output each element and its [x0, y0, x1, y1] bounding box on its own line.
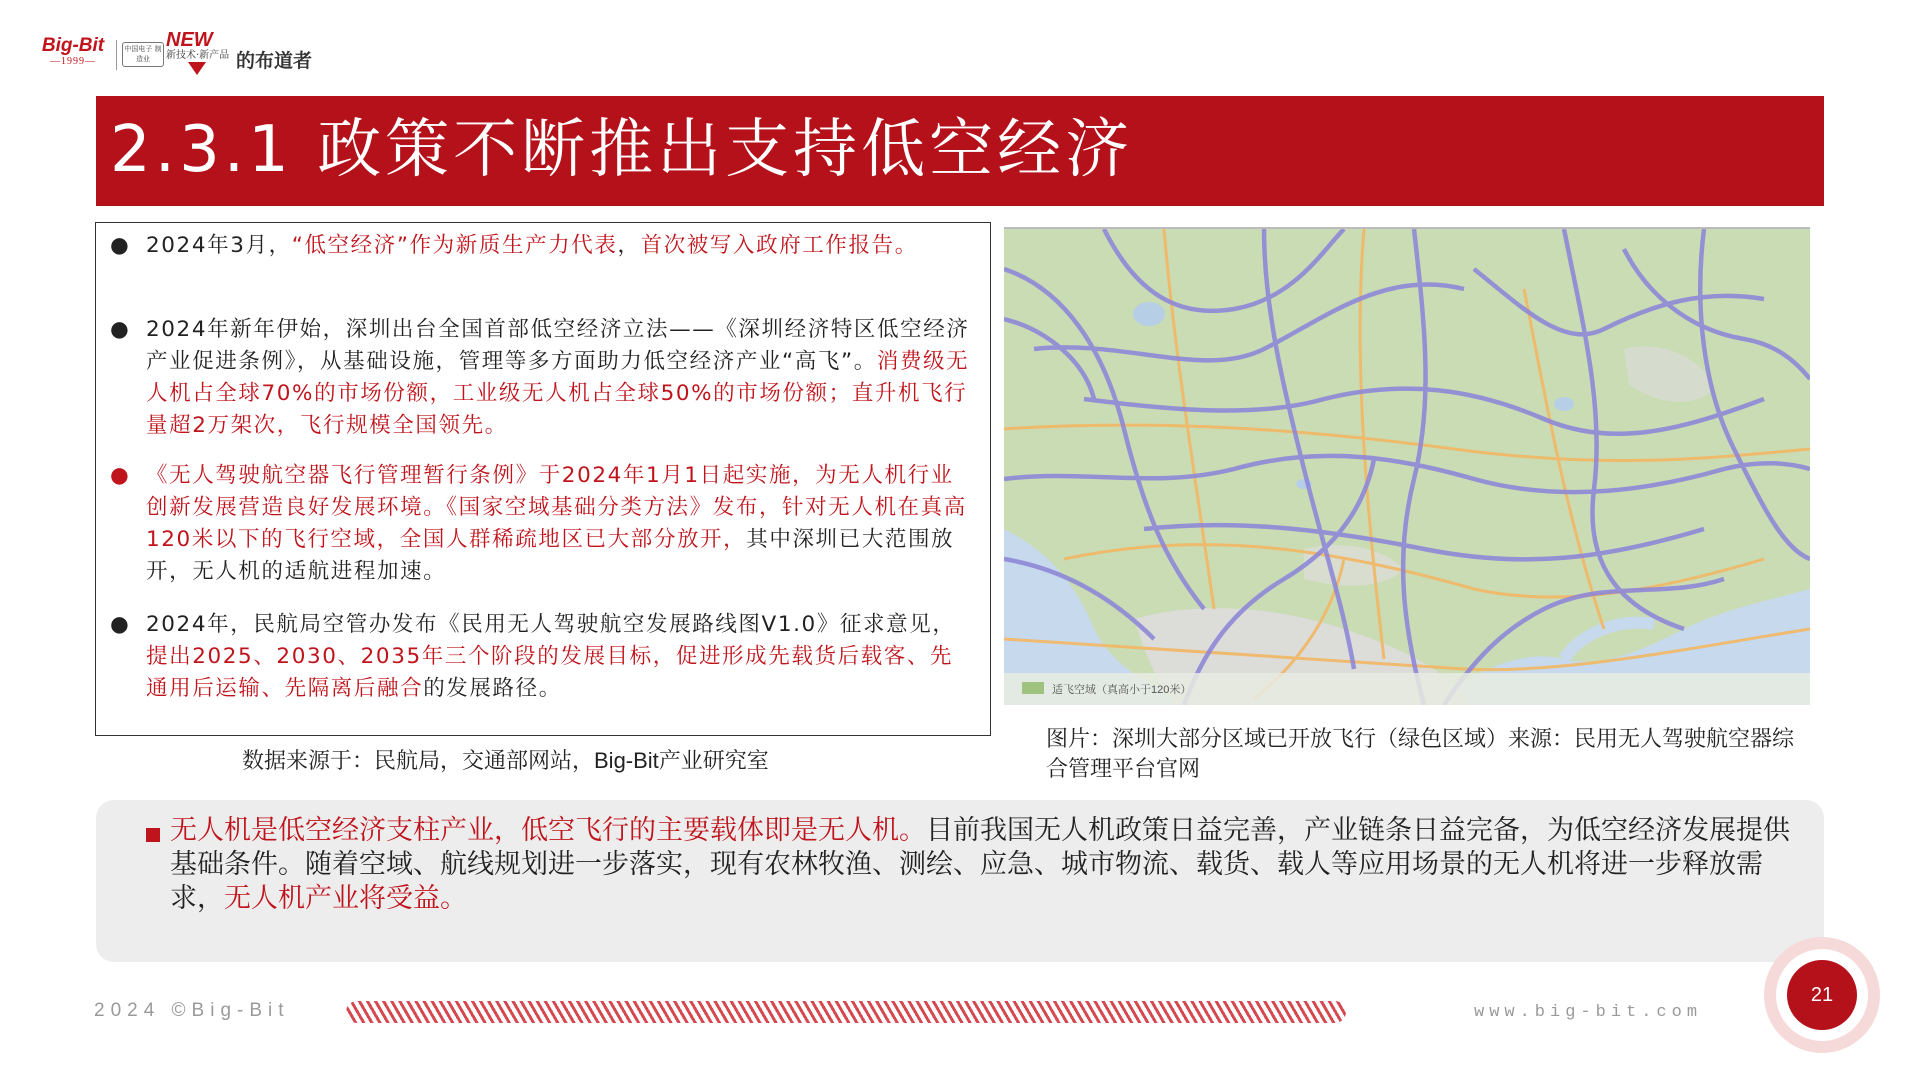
map-legend-label: 适飞空域（真高小于120米）	[1052, 684, 1192, 696]
new-logo	[166, 30, 234, 78]
bullet-segment: 2024年新年伊始，深圳出台全国首部低空经济立法——《深圳经济特区低空经济产业促进条例》，从基础设施，管理等多方面助力低空经济产业“高飞”。	[146, 317, 970, 374]
map-caption: 图片：深圳大部分区域已开放飞行（绿色区域）来源：民用无人驾驶航空器综合管理平台官网	[1046, 726, 1795, 781]
bigbit-logo	[34, 36, 112, 68]
data-source-note: 数据来源于：民航局，交通部网站，Big-Bit产业研究室	[242, 748, 769, 773]
policy-bullet	[110, 460, 972, 588]
bullet-text	[146, 609, 972, 705]
summary-segment: 无人机产业将受益。	[224, 883, 467, 914]
bullet-segment: 2024年3月，	[146, 233, 292, 258]
summary-box	[96, 800, 1824, 962]
policy-bullet	[110, 609, 972, 705]
square-bullet-icon	[146, 828, 160, 842]
logo-org-badge: 中国电子 制造业	[122, 42, 164, 67]
policy-bullet	[110, 314, 972, 442]
bullet-segment: ，	[617, 233, 641, 258]
bullet-segment: 2024年，民航局空管办发布《民用无人驾驶航空发展路线图V1.0》征求意见，	[146, 612, 956, 637]
policy-bullet	[110, 230, 972, 262]
bullet-segment: 消费级无人机占全球70%的市场份额，工业级无人机占全球50%的市场份额；直升机飞行量超2万架次，飞行规模全国领先。	[146, 349, 970, 438]
bullet-segment: 首次被写入政府工作报告。	[640, 233, 918, 258]
bullet-segment: 提出2025、2030、2035年三个阶段的发展目标，促进形成先载货后载客、先通用后运输、先隔离后融合	[146, 644, 954, 701]
footer-website: www.big-bit.com	[1474, 1003, 1703, 1022]
bullet-text	[146, 314, 972, 442]
logo-new-text: NEW	[166, 29, 213, 51]
bullet-text	[146, 460, 972, 588]
bullet-dot-icon: ●	[110, 233, 131, 258]
logo-divider	[116, 40, 117, 70]
logo-slogan: 的布道者	[236, 50, 313, 72]
logo-name: Big-Bit	[41, 35, 105, 56]
map-graphic	[1004, 229, 1810, 705]
bullet-segment: “低空经济”作为新质生产力代表	[291, 233, 618, 258]
logo-new-subtitle: 新技术·新产品	[166, 50, 230, 61]
shenzhen-airspace-map	[1004, 227, 1810, 705]
summary-segment: 目前我国无人机政策日益完善，产业链条日益完备，为低空经济发展提供基础条件。随着空域、航线规划进一步落实，现有农林牧渔、测绘、应急、城市物流、载货、载人等应用场景的无人机将进一步释放需求，	[170, 815, 1790, 914]
footer-copyright: 2024 ©Big-Bit	[94, 1000, 290, 1021]
policy-text-panel	[95, 222, 991, 736]
bullet-segment: 其中深圳已大范围放开，无人机的适航进程加速。	[146, 527, 955, 584]
logo-year: —1999—	[50, 56, 96, 67]
bullet-dot-icon: ●	[110, 612, 131, 637]
summary-text	[170, 814, 1790, 916]
bullet-segment: 《无人驾驶航空器飞行管理暂行条例》于2024年1月1日起实施，为无人机行业创新发展营造良好发展环境。《国家空域基础分类方法》发布，针对无人机在真高120米以下的飞行空域，全国人群稀疏地区已大部分放开，	[146, 463, 967, 552]
footer-decoration-bar	[346, 1001, 1346, 1023]
bullet-text	[146, 230, 972, 262]
summary-segment: 无人机是低空经济支柱产业，低空飞行的主要载体即是无人机。	[170, 815, 926, 846]
bullet-segment: 的发展路径。	[423, 676, 562, 701]
bullet-dot-icon: ●	[110, 463, 131, 488]
title-banner	[96, 96, 1824, 206]
page-number: 21	[1787, 960, 1857, 1030]
page-title: 2.3.1 政策不断推出支持低空经济	[110, 113, 1134, 187]
bullet-dot-icon: ●	[110, 317, 131, 342]
logo-triangle-icon	[188, 62, 206, 75]
